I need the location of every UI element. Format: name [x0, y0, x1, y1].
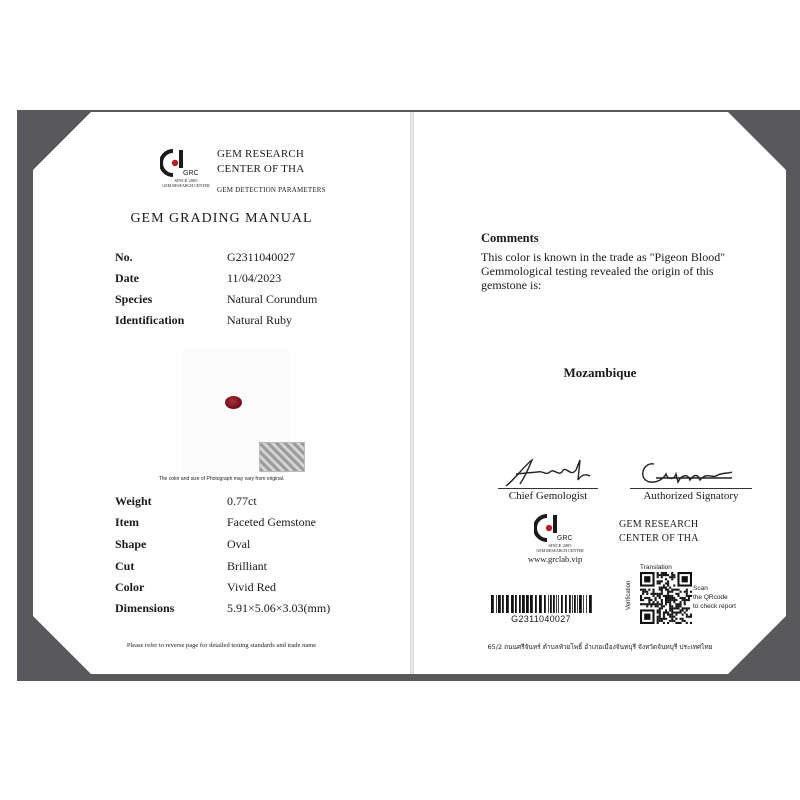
field-value-identification: Natural Ruby: [227, 313, 292, 327]
grc-logo-mark: [160, 148, 200, 178]
corner-tab: [728, 112, 786, 170]
logo-mark-text: GRC: [557, 535, 573, 542]
qr-caption-line: the QRcode: [693, 594, 728, 601]
website-link[interactable]: www.grclab.vip: [528, 554, 583, 564]
right-page: [414, 112, 786, 674]
qr-caption-line: Scan: [693, 585, 708, 592]
field-value-date: 11/04/2023: [227, 271, 282, 285]
qr-caption: [693, 584, 736, 611]
field-label: Dimensions: [115, 601, 175, 615]
barcode-number: G2311040027: [511, 614, 571, 624]
qr-caption-line: to check report: [693, 603, 736, 610]
field-value-cut: Brilliant: [227, 559, 267, 573]
qr-verification-label: Verification: [626, 580, 632, 610]
field-value-item: Faceted Gemstone: [227, 515, 316, 529]
logo-since: SINCE 2005: [174, 178, 198, 183]
chief-gemologist-label: Chief Gemologist: [508, 490, 588, 502]
comments-line: Gemmological testing revealed the origin of this: [481, 264, 714, 278]
field-value-dimensions: 5.91×5.06×3.03(mm): [227, 601, 331, 615]
address: 65/2 ถนนศรีจันทร์ ตำบลหัวยโพธิ์ อำเภอเมืองจันทบุรี จังหวัดจันทบุรี ประเทศไทย: [487, 643, 713, 651]
comments-title: Comments: [481, 231, 539, 245]
left-page: [33, 112, 410, 674]
authorized-signatory-signature: [636, 456, 736, 488]
field-value-weight: 0.77ct: [227, 494, 257, 508]
logo-center-name: GEM RESEARCH CENTER: [162, 183, 210, 188]
field-label: Species: [115, 292, 153, 306]
field-label: Cut: [115, 559, 135, 573]
field-label: Date: [115, 271, 139, 285]
org-name: [619, 518, 699, 546]
field-value-color: Vivid Red: [227, 580, 276, 594]
field-label: No.: [115, 250, 133, 264]
field-value-no: G2311040027: [227, 250, 296, 264]
org-name-line2: CENTER OF THA: [217, 163, 305, 175]
qr-translation-label: Translation: [640, 564, 672, 571]
comments-line: gemstone is:: [481, 278, 542, 292]
signature-line: [630, 488, 752, 489]
field-label: Identification: [115, 313, 185, 327]
logo-mark-text: GRC: [183, 170, 199, 177]
footer-note: Please refer to reverse page for detailed testing standards and trade name: [126, 642, 317, 649]
field-label: Shape: [115, 537, 147, 551]
qr-code[interactable]: [640, 572, 692, 624]
authorized-signatory-label: Authorized Signatory: [643, 490, 739, 502]
field-label: Color: [115, 580, 145, 594]
logo-since: SINCE 2005: [548, 543, 572, 548]
hologram-seal: [259, 442, 305, 472]
comments-text: [481, 250, 725, 292]
comments-line: This color is known in the trade as "Pigeon Blood": [481, 250, 726, 264]
org-name-line2: CENTER OF THA: [619, 533, 699, 544]
field-value-species: Natural Corundum: [227, 292, 318, 306]
field-value-shape: Oval: [227, 537, 251, 551]
field-label: Weight: [115, 494, 152, 508]
logo-center-name: GEM RESEARCH CENTER: [536, 548, 584, 553]
org-name-line1: GEM RESEARCH: [619, 519, 699, 530]
org-name-line1: GEM RESEARCH: [217, 148, 305, 160]
chief-gemologist-signature: [502, 456, 592, 488]
org-subtitle: GEM DETECTION PARAMETERS: [217, 186, 326, 194]
grc-logo-mark: [534, 513, 574, 543]
gemstone-image: [225, 396, 242, 409]
origin-country: Mozambique: [563, 365, 637, 380]
signature-line: [498, 488, 598, 489]
field-label: Item: [115, 515, 139, 529]
barcode: [490, 595, 592, 613]
photo-note: The color and size of Photograph may vary from original.: [158, 476, 285, 482]
corner-tab: [33, 112, 91, 170]
page-title: GEM GRADING MANUAL: [130, 211, 313, 226]
org-name: [217, 147, 304, 177]
